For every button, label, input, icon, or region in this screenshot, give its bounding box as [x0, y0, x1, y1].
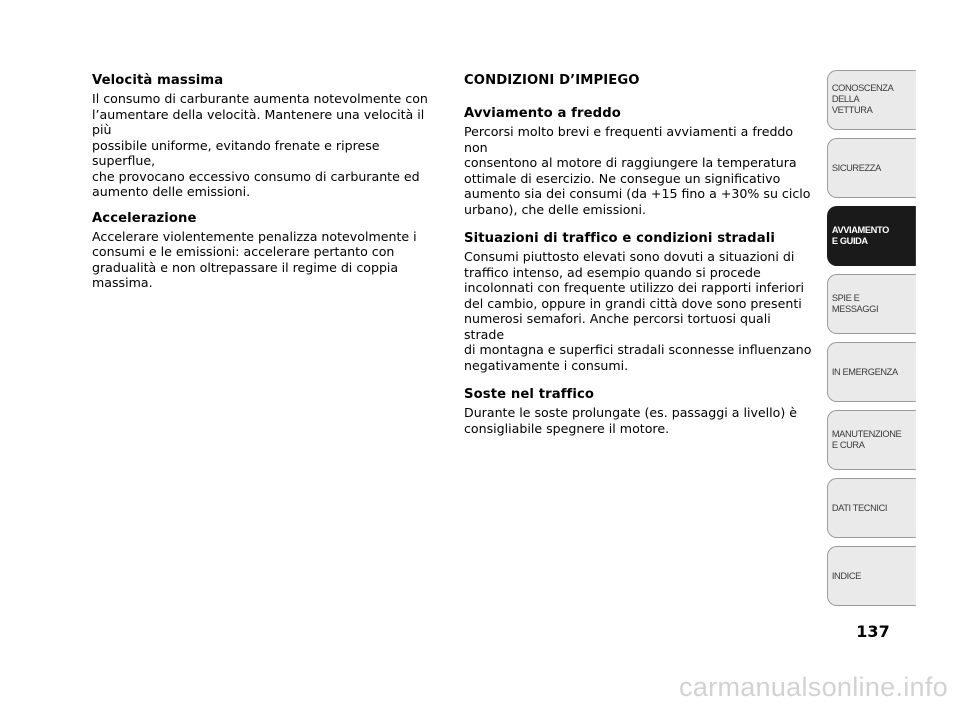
tab-avviamento-e-guida[interactable]: AVVIAMENTO E GUIDA: [827, 206, 916, 266]
section-body-avviamento-a-freddo: Percorsi molto brevi e frequenti avviamenti a freddo non consentono al motore di raggiungere la temperatura ottimale di esercizio. Ne consegue un significativo aumento sia dei consumi (da +15 fino a +30% su ciclo urbano), che delle emissioni.: [464, 124, 811, 217]
watermark: carmanualsonline.info: [679, 672, 948, 702]
page-title: CONDIZIONI D’IMPIEGO: [464, 73, 640, 88]
tab-spie-e-messaggi[interactable]: SPIE E MESSAGGI: [827, 274, 916, 334]
tab-dati-tecnici[interactable]: DATI TECNICI: [827, 478, 916, 538]
tab-indice[interactable]: INDICE: [827, 546, 916, 606]
left-column: [92, 72, 442, 301]
section-body-velocita-massima: Il consumo di carburante aumenta notevolmente con l’aumentare della velocità. Mantenere una velocità il più possibile uniforme, evitando frenate e riprese superflue, che provocano eccessivo consumo di carburante ed aumento delle emissioni.: [92, 91, 428, 199]
section-heading-accelerazione: Accelerazione: [92, 210, 197, 226]
section-heading-velocita-massima: Velocità massima: [92, 73, 224, 88]
tab-manutenzione-e-cura[interactable]: MANUTENZIONE E CURA: [827, 410, 916, 470]
section-body-soste-nel-traffico: Durante le soste prolungate (es. passaggi a livello) è consigliabile spegnere il motore.: [464, 405, 798, 436]
chapter-tabs: [827, 70, 919, 614]
section-body-situazioni-di-traffico: Consumi piuttosto elevati sono dovuti a situazioni di traffico intenso, ad esempio quando si procede incolonnati con frequente utilizzo dei rapporti inferiori del cambio, oppure in grandi città dove sono presenti numerosi semafori. Anche percorsi tortuosi quali strade di montagna e superfici stradali sconnesse influenzano negativamente i consumi.: [464, 249, 812, 373]
tab-conoscenza-della-vettura[interactable]: CONOSCENZA DELLA VETTURA: [827, 70, 916, 130]
section-body-accelerazione: Accelerare violentemente penalizza notevolmente i consumi e le emissioni: accelerare pertanto con gradualità e non oltrepassare il regime di coppia massima.: [92, 228, 417, 290]
tab-sicurezza[interactable]: SICUREZZA: [827, 138, 916, 198]
right-column: [464, 72, 814, 449]
section-heading-avviamento-a-freddo: Avviamento a freddo: [464, 106, 621, 121]
section-heading-soste-nel-traffico: Soste nel traffico: [464, 387, 595, 402]
tab-in-emergenza[interactable]: IN EMERGENZA: [827, 342, 916, 402]
page-number: 137: [856, 622, 890, 641]
section-heading-situazioni-di-traffico: Situazioni di traffico e condizioni stradali: [464, 231, 775, 246]
